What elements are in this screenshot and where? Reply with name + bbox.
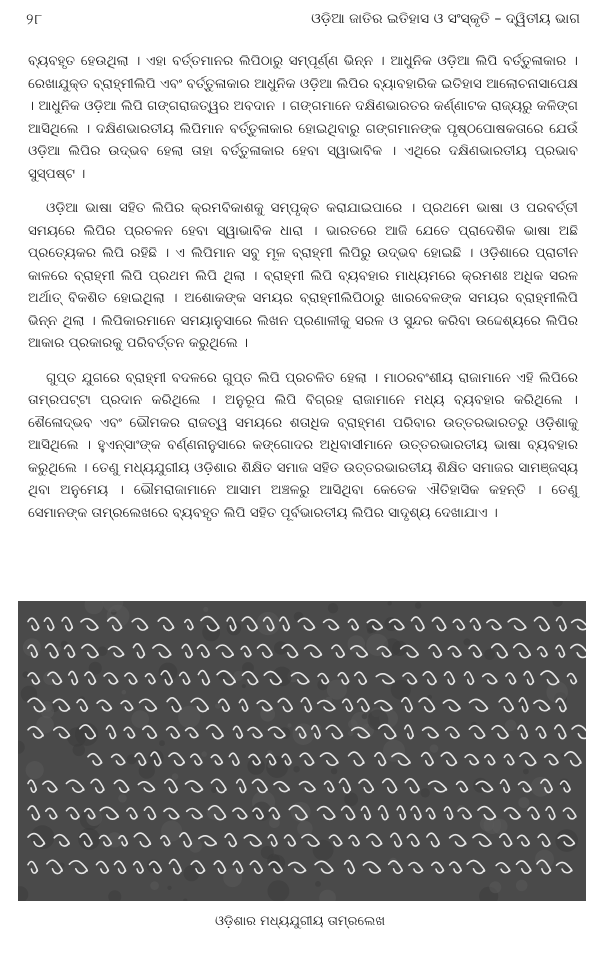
inscription-glyph	[565, 752, 581, 766]
inscription-glyph	[363, 862, 380, 873]
inscription-glyph	[88, 754, 102, 765]
inscription-glyph	[298, 618, 314, 630]
inscription-glyph	[355, 672, 367, 684]
inscription-glyph	[563, 808, 575, 819]
inscription-glyph	[536, 727, 546, 738]
inscription-glyph	[132, 619, 147, 631]
inscription-glyph	[325, 781, 334, 792]
inscription-glyph	[164, 808, 179, 818]
inscription-glyph	[46, 644, 59, 658]
inscription-glyph	[44, 618, 54, 631]
inscription-glyph	[47, 860, 62, 873]
inscription-glyph	[345, 861, 355, 874]
inscription-glyph	[115, 861, 126, 873]
inscription-glyph	[419, 698, 434, 712]
inscription-glyph	[448, 646, 461, 657]
inscription-glyph	[315, 861, 333, 873]
inscription-glyph	[185, 620, 193, 630]
inscription-glyph	[225, 834, 236, 847]
inscription-glyph	[300, 753, 313, 765]
inscription-glyph	[112, 754, 125, 764]
inscription-glyph	[429, 645, 441, 657]
inscription-glyph	[114, 780, 128, 792]
inscription-glyph	[568, 674, 577, 684]
inscription-glyph	[229, 753, 239, 765]
inscription-glyph	[508, 619, 526, 630]
inscription-glyph	[69, 671, 78, 684]
inscription-glyph	[28, 806, 39, 820]
page-header	[26, 8, 580, 30]
inscription-glyph	[546, 807, 555, 820]
inscription-glyph	[443, 700, 460, 711]
inscription-glyph	[391, 833, 402, 846]
inscription-glyph	[250, 861, 262, 873]
inscription-glyph	[405, 779, 419, 793]
inscription-glyph	[153, 645, 171, 658]
inscription-glyph	[91, 779, 104, 792]
inscription-glyph	[257, 701, 272, 711]
body-text	[28, 50, 578, 536]
inscription-glyph	[198, 645, 210, 657]
inscription-glyph	[520, 753, 536, 766]
inscription-glyph	[572, 725, 586, 738]
inscription-glyph	[349, 752, 364, 765]
inscription-glyph	[469, 726, 484, 739]
inscription-glyph	[343, 699, 353, 711]
inscription-glyph	[441, 752, 456, 765]
running-title: ଓଡ଼ିଆ ଜାତିର ଇତିହାସ ଓ ସଂସ୍କୃତି – ଦ୍ୱିତୀୟ ଭାଗ	[311, 11, 580, 27]
inscription-glyph	[186, 728, 198, 738]
inscription-glyph	[28, 780, 36, 792]
inscription-glyph	[409, 863, 423, 873]
inscription-glyph	[97, 862, 109, 874]
inscription-glyph	[54, 835, 69, 846]
inscription-glyph	[402, 698, 412, 712]
inscription-glyph	[557, 617, 567, 631]
inscription-glyph	[453, 619, 464, 629]
inscription-glyph	[165, 779, 177, 792]
inscription-glyph	[143, 726, 157, 738]
inscription-glyph	[66, 780, 83, 792]
inscription-glyph	[97, 700, 111, 710]
inscription-glyph	[348, 619, 358, 629]
inscription-glyph	[109, 647, 124, 657]
inscription-glyph	[241, 646, 251, 656]
inscription-glyph	[81, 619, 98, 630]
inscription-glyph	[243, 672, 258, 685]
inscription-glyph	[422, 753, 434, 766]
inscription-glyph	[170, 860, 182, 874]
copper-plate-inscription-image	[18, 601, 586, 901]
inscription-glyph	[233, 808, 247, 819]
inscription-glyph	[140, 699, 157, 711]
inscription-glyph	[134, 862, 143, 873]
inscription-glyph	[450, 835, 466, 846]
inscription-glyph	[216, 645, 233, 657]
inscription-glyph	[268, 835, 277, 846]
inscription-glyph	[82, 644, 98, 657]
inscription-glyph	[555, 725, 566, 739]
inscription-glyph	[426, 808, 435, 819]
inscription-glyph	[305, 645, 322, 657]
inscription-glyph	[340, 779, 351, 793]
inscription-glyph	[54, 727, 70, 738]
inscription-glyph	[501, 780, 510, 792]
inscription-glyph	[427, 833, 439, 846]
inscription-glyph	[258, 645, 273, 658]
inscription-glyph	[62, 617, 72, 630]
inscription-glyph	[423, 672, 436, 685]
figure-caption: ଓଡ଼ିଶାର ମଧ୍ୟଯୁଗୀୟ ତାମ୍ରଲେଖ	[214, 914, 386, 929]
inscription-glyph	[127, 808, 137, 819]
inscription-glyph	[46, 808, 57, 819]
inscription-glyph	[300, 782, 316, 792]
inscription-glyph	[457, 781, 468, 791]
inscription-glyph	[467, 861, 484, 874]
inscription-glyph	[146, 674, 156, 684]
inscription-glyph	[244, 835, 261, 846]
inscription-glyph	[429, 781, 447, 792]
inscription-glyph	[207, 725, 223, 739]
inscription-glyph	[28, 618, 39, 630]
inscription-glyph	[469, 645, 481, 657]
inscription-glyph	[358, 699, 370, 712]
inscription-glyph	[444, 807, 452, 819]
inscription-glyph	[332, 645, 344, 657]
inscription-glyph	[518, 725, 527, 738]
paragraph-1: ବ୍ୟବହୃତ ହେଉଥିଲା । ଏହା ବର୍ତ୍ତମାନର ଲିପିଠାରୁ ସମ୍ପୂର୍ଣ୍ଣ ଭିନ୍ନ । ଆଧୁନିକ ଓଡ଼ିଆ ଲିପି ବର୍ତ୍ତୁଳାକାର । ରେଖାଯୁକ୍ତ ବ୍ରାହ୍ମୀଲିପି ଏବଂ ବର୍ତ୍ତୁଳାକାର ଆଧୁନିକ ଓଡ଼ିଆ ଲିପିର ବ୍ୟାବହାରିକ ଇତିହାସ ଆଲୋଚନାସାପେକ୍ଷ । ଆଧୁନିକ ଓଡ଼ିଆ ଲିପି ଗଙ୍ଗରାଜତ୍ୱର ଅବଦାନ । ଗଙ୍ଗମାନେ ଦକ୍ଷିଣଭାରତର କର୍ଣ୍ଣାଟକ ରାଜ୍ୟରୁ କଳିଙ୍ଗ ଆସିଥିଲେ । ଦକ୍ଷିଣଭାରତୀୟ ଲିପିମାନ ବର୍ତ୍ତୁଳାକାର ହୋଇଥିବାରୁ ଗଙ୍ଗମାନଙ୍କ ପୃଷ୍ଠପୋଷକତାରେ ଯେଉଁ ଓଡ଼ିଆ ଲିପିର ଉଦ୍‌ଭବ ହେଲା ତାହା ବର୍ତ୍ତୁଳାକାର ହେବା ସ୍ୱାଭାବିକ । ଏଥିରେ ଦକ୍ଷିଣଭାରତୀୟ ପ୍ରଭାବ ସୁସ୍ପଷ୍ଟ ।	[28, 53, 578, 182]
inscription-glyph	[383, 779, 397, 793]
inscription-glyph	[169, 753, 184, 765]
inscription-glyph	[367, 834, 382, 846]
inscription-glyph	[28, 862, 37, 874]
inscription-glyph	[43, 781, 57, 792]
inscription-glyph	[182, 644, 192, 657]
inscription-glyph	[326, 725, 342, 738]
inscription-glyph	[506, 673, 516, 684]
inscription-glyph	[499, 698, 513, 711]
inscription-glyph	[106, 725, 115, 738]
inscription-glyph	[104, 673, 118, 684]
inscription-glyph	[214, 861, 225, 873]
inscription-glyph	[144, 807, 155, 820]
inscription-glyph	[69, 861, 87, 874]
inscription-glyph	[158, 618, 173, 631]
inscription-glyph	[432, 862, 444, 873]
inscription-glyph	[321, 753, 338, 765]
inscription-glyph	[237, 779, 246, 792]
inscription-glyph	[445, 672, 455, 685]
inscription-glyph	[518, 835, 530, 846]
inscription-glyph	[274, 782, 289, 792]
inscription-glyph	[100, 807, 118, 819]
inscription-glyph	[528, 807, 539, 819]
inscription-glyph	[487, 620, 501, 630]
inscription-glyph	[470, 699, 488, 711]
inscription-glyph	[134, 833, 150, 847]
inscription-glyph	[376, 674, 394, 684]
inscription-glyph	[124, 727, 134, 738]
inscription-glyph	[534, 700, 550, 710]
inscription-glyph	[342, 806, 355, 819]
inscription-glyph	[500, 834, 512, 846]
inscription-glyph	[285, 835, 296, 846]
inscription-glyph	[473, 834, 491, 846]
inscription-glyph	[535, 617, 550, 631]
page-number: ୨୮	[26, 10, 44, 28]
inscription-glyph	[239, 699, 247, 711]
inscription-glyph	[180, 672, 190, 684]
inscription-glyph	[538, 647, 548, 657]
inscription-glyph	[180, 833, 192, 847]
inscription-glyph	[301, 698, 311, 712]
inscription-glyph	[138, 782, 154, 792]
inscription-glyph	[359, 779, 373, 792]
inscription-glyph	[65, 645, 75, 657]
inscription-glyph	[324, 620, 339, 630]
inscription-glyph	[571, 644, 586, 657]
inscription-glyph	[318, 807, 335, 820]
inscription-glyph	[450, 862, 462, 873]
inscription-glyph	[423, 727, 439, 737]
inscription-glyph	[242, 617, 257, 631]
inscription-glyph	[411, 806, 421, 819]
inscription-glyph	[519, 782, 532, 792]
inscription-glyph	[465, 755, 478, 765]
inscription-glyph	[289, 862, 306, 872]
paragraph-2: ଓଡ଼ିଆ ଭାଷା ସହିତ ଲିପିର କ୍ରମବିକାଶକୁ ସମ୍ପୃକ୍ତ କରାଯାଇପାରେ । ପ୍ରଥମେ ଭାଷା ଓ ପରବର୍ତ୍ତୀ ସମୟରେ ଲିପିର ପ୍ରଚଳନ ହେବା ସ୍ୱାଭାବିକ ଧାରା । ଭାରତରେ ଆଜି ଯେତେ ପ୍ରାଦେଶିକ ଭାଷା ଅଛି ପ୍ରତ୍ୟେକର ଲିପି ରହିଛି । ଏ ଲିପିମାନ ସବୁ ମୂଳ ବ୍ରାହ୍ମୀ ଲିପିରୁ ଉଦ୍‌ଭବ ହୋଇଛି । ଓଡ଼ିଶାରେ ପ୍ରାଚୀନ କାଳରେ ବ୍ରାହ୍ମୀ ଲିପି ପ୍ରଥମ ଲିପି ଥିଲା । ବ୍ରାହ୍ମୀ ଲିପି ବ୍ୟବହାର ମାଧ୍ୟମରେ କ୍ରମଶଃ ଅଧିକ ସରଳ ଅର୍ଥାତ୍ ବିକଶିତ ହୋଇଥିଲା । ଅଶୋକଙ୍କ ସମୟର ବ୍ରାହ୍ମୀଲିପିଠାରୁ ଖାରବେଳଙ୍କ ସମୟର ବ୍ରାହ୍ମୀଲିପି ଭିନ୍ନ ଥିଲା । ଲିପିକାରମାନେ ସମୟାନୁସାରେ ଲିଖନ ପ୍ରଣାଳୀକୁ ସରଳ ଓ ସୁନ୍ଦର କରିବା ଉଦ୍ଦେଶ୍ୟରେ ଲିପିର ଆକାର ପ୍ରକାରକୁ ପରିବର୍ତ୍ତନ କରୁଥିଲେ ।	[28, 200, 578, 351]
paragraph-3: ଗୁପ୍ତ ଯୁଗରେ ବ୍ରାହ୍ମୀ ବଦଳରେ ଗୁପ୍ତ ଲିପି ପ୍ରଚଳିତ ହେଲା । ମାଠରବଂଶୀୟ ରାଜାମାନେ ଏହି ଲିପିରେ ତାମ୍ରପଟ୍ଟା ପ୍ରଦାନ କରିଥିଲେ । ଅନୁରୂପ ଲିପି ବିଗ୍ରହ ରାଜାମାନେ ମଧ୍ୟ ବ୍ୟବହାର କରିଥିଲେ । ଶୈଳୋଦ୍‌ଭବ ଏବଂ ଭୌମକର ରାଜତ୍ୱ ସମୟରେ ଶତାଧିକ ବ୍ରାହ୍ମଣ ପରିବାର ଉତ୍ତରଭାରତରୁ ଓଡ଼ିଶାକୁ ଆସିଥିଲେ । ହୁଏନ୍‌ସାଂଙ୍କ ବର୍ଣ୍ଣନାନୁସାରେ କଙ୍ଗୋଦର ଅଧିବାସୀମାନେ ଉତ୍ତରଭାରତୀୟ ଭାଷା ବ୍ୟବହାର କରୁଥିଲେ । ତେଣୁ ମଧ୍ୟଯୁଗୀୟ ଓଡ଼ିଶାର ଶିକ୍ଷିତ ସମାଜ ସହିତ ଉତ୍ତରଭାରତୀୟ ଶିକ୍ଷିତ ସମାଜର ସାମଞ୍ଜସ୍ୟ ଥିବା ଅନୁମେୟ । ଭୌମରାଜାମାନେ ଆସାମ ଅଞ୍ଚଳରୁ ଆସିଥିବା କେତେକ ଐତିହାସିକ କହନ୍ତି । ତେଣୁ ସେମାନଙ୍କ ତାମ୍ରଲେଖରେ ବ୍ୟବହୃତ ଲିପି ସହିତ ପୂର୍ବଭାରତୀୟ ଲିପିର ସାଦୃଶ୍ୟ ଦେଖାଯାଏ ।	[28, 369, 578, 521]
inscription-glyph	[167, 727, 180, 738]
inscription-glyph	[361, 806, 370, 819]
inscription-glyph	[121, 701, 133, 711]
inscription-glyph	[505, 808, 521, 819]
inscription-glyph	[405, 725, 413, 739]
inscription-glyph	[253, 779, 268, 792]
inscription-glyph	[545, 754, 558, 764]
inscription-glyph	[514, 644, 531, 658]
inscription-glyph	[248, 727, 262, 737]
inscription-glyph	[556, 645, 565, 657]
inscription-glyph	[125, 673, 137, 684]
inscription-glyph	[446, 727, 459, 738]
inscription-glyph	[524, 671, 533, 684]
inscription-glyph	[187, 809, 202, 819]
inscription-glyph	[412, 617, 425, 631]
inscription-glyph	[432, 617, 445, 630]
inscription-glyph	[278, 698, 292, 711]
inscription-glyph	[67, 808, 79, 819]
inscription-glyph	[483, 674, 497, 684]
inscription-glyph	[397, 806, 405, 819]
inscription-glyph	[485, 755, 495, 765]
inscription-glyph	[349, 835, 359, 845]
inscription-glyph	[465, 672, 474, 685]
inscription-glyph	[211, 755, 222, 765]
inscription-glyph	[186, 781, 203, 792]
inscription-glyph	[496, 863, 510, 873]
inscription-glyph	[280, 617, 290, 630]
inscription-glyph	[198, 671, 209, 685]
inscription-glyph	[470, 619, 480, 631]
inscription-glyph	[379, 806, 388, 820]
inscription-glyph	[572, 620, 586, 630]
inscription-glyph	[191, 754, 202, 765]
inscription-glyph	[28, 673, 39, 684]
inscription-glyph	[538, 834, 550, 846]
inscription-svg	[18, 601, 586, 901]
inscription-glyph	[517, 861, 531, 873]
inscription-glyph	[233, 726, 242, 738]
inscription-glyph	[407, 834, 419, 846]
inscription-glyph	[133, 644, 144, 658]
inscription-glyph	[504, 754, 513, 764]
